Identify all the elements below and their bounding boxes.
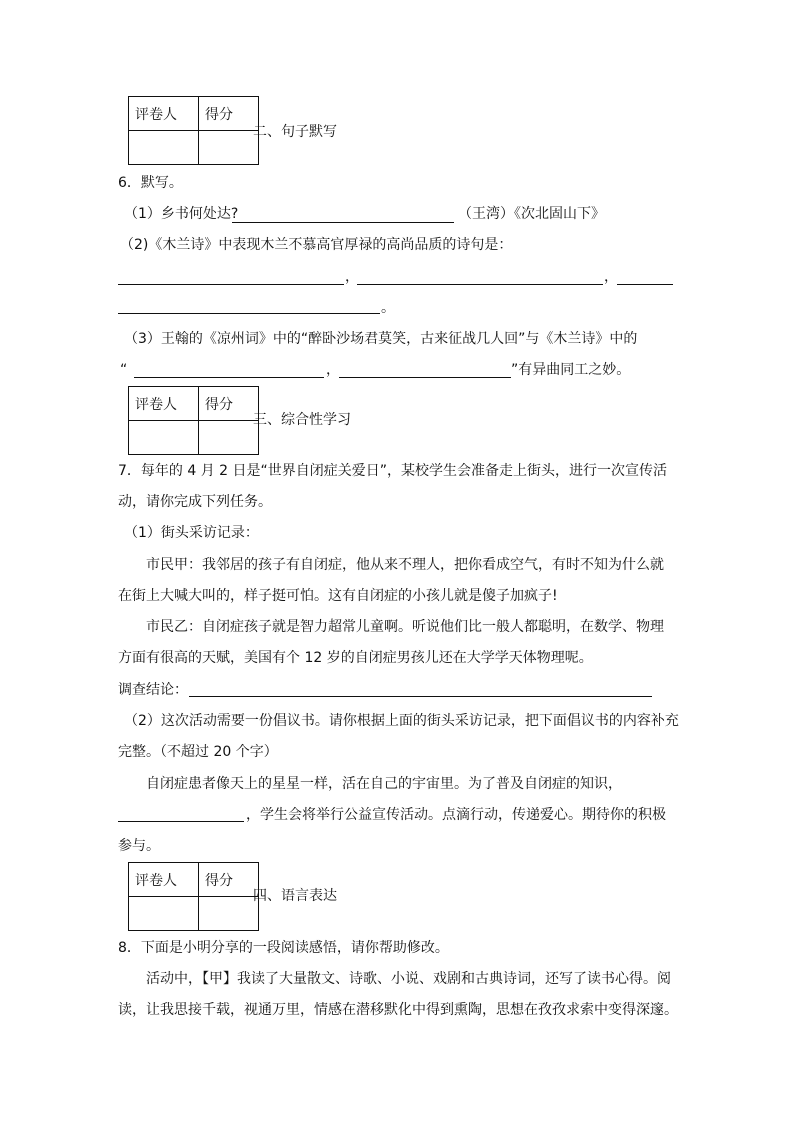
answer-blank[interactable]: [617, 284, 673, 285]
reviewer-cell[interactable]: [129, 421, 199, 455]
score-cell[interactable]: [199, 421, 259, 455]
citizen-a-line2: 在街上大喊大叫的，样子挺可怕。这有自闭症的小孩儿就是傻子加疯子!: [118, 588, 558, 604]
answer-blank[interactable]: [232, 222, 454, 223]
citizen-a-line1: 市民甲：我邻居的孩子有自闭症，他从来不理人，把你看成空气，有时不知为什么就: [146, 557, 664, 573]
reviewer-label: 评卷人: [129, 863, 199, 897]
answer-blank[interactable]: [134, 377, 324, 378]
answer-blank[interactable]: [118, 284, 344, 285]
question-stem: 6．默写。: [118, 175, 183, 191]
q7-sub2-line2: 完整。（不超过 20 个字）: [118, 744, 278, 760]
score-box: [128, 862, 259, 931]
q8-stem: 8．下面是小明分享的一段阅读感悟，请你帮助修改。: [118, 940, 449, 956]
q8-line2: 读，让我思接千载，视通万里，情感在潜移默化中得到熏陶，思想在孜孜求索中变得深邃。: [118, 1002, 678, 1018]
score-label: 得分: [199, 387, 259, 421]
punctuation: 。: [381, 300, 395, 316]
answer-blank[interactable]: [118, 313, 380, 314]
punctuation: ，: [604, 269, 618, 285]
reviewer-cell[interactable]: [129, 897, 199, 931]
q7-line1: 7．每年的 4 月 2 日是“世界自闭症关爱日”，某校学生会准备走上街头，进行一次宣传活: [118, 463, 668, 479]
answer-blank[interactable]: [357, 284, 603, 285]
score-label: 得分: [199, 97, 259, 131]
section-title: 四、语言表达: [253, 888, 337, 904]
answer-blank[interactable]: [189, 696, 652, 697]
score-box: [128, 96, 259, 165]
citizen-b-line1: 市民乙：自闭症孩子就是智力超常儿童啊。听说他们比一般人都聪明，在数学、物理: [146, 619, 664, 635]
q7-sub1: （1）街头采访记录：: [124, 525, 259, 541]
q6-part1-suffix: （王湾）《次北固山下》: [458, 206, 605, 222]
answer-blank[interactable]: [339, 377, 511, 378]
q8-line1: 活动中，【甲】我读了大量散文、诗歌、小说、戏剧和古典诗词，还写了读书心得。阅: [146, 971, 671, 987]
score-box: [128, 386, 259, 455]
section-title: 三、综合性学习: [253, 412, 351, 428]
q6-part3-line1: （3）王翰的《凉州词》中的“醉卧沙场君莫笑，古来征战几人回”与《木兰诗》中的: [124, 331, 638, 347]
proposal-line3: 参与。: [118, 838, 160, 854]
answer-blank[interactable]: [118, 821, 244, 822]
score-cell[interactable]: [199, 897, 259, 931]
proposal-line2: ，学生会将举行公益宣传活动。点滴行动，传递爱心。期待你的积极: [246, 807, 666, 823]
punctuation: ，: [345, 269, 359, 285]
section-title: 二、句子默写: [253, 124, 337, 140]
q7-line2: 动，请你完成下列任务。: [118, 494, 272, 510]
reviewer-label: 评卷人: [129, 97, 199, 131]
punctuation: “: [120, 362, 128, 378]
score-cell[interactable]: [199, 131, 259, 165]
q6-part3-suffix: ”有异曲同工之妙。: [511, 362, 631, 378]
score-label: 得分: [199, 863, 259, 897]
proposal-line1: 自闭症患者像天上的星星一样，活在自己的宇宙里。为了普及自闭症的知识，: [146, 776, 622, 792]
reviewer-label: 评卷人: [129, 387, 199, 421]
q7-sub2-line1: （2）这次活动需要一份倡议书。请你根据上面的街头采访记录，把下面倡议书的内容补充: [124, 713, 679, 729]
conclusion-label: 调查结论：: [118, 682, 188, 698]
punctuation: ，: [326, 362, 340, 378]
reviewer-cell[interactable]: [129, 131, 199, 165]
citizen-b-line2: 方面有很高的天赋，美国有个 12 岁的自闭症男孩儿还在大学学天体物理呢。: [118, 650, 593, 666]
q6-part1-prefix: （1）乡书何处达?: [124, 206, 239, 222]
q6-part2-prefix: （2)《木兰诗》中表现木兰不慕高官厚禄的高尚品质的诗句是：: [120, 237, 513, 253]
